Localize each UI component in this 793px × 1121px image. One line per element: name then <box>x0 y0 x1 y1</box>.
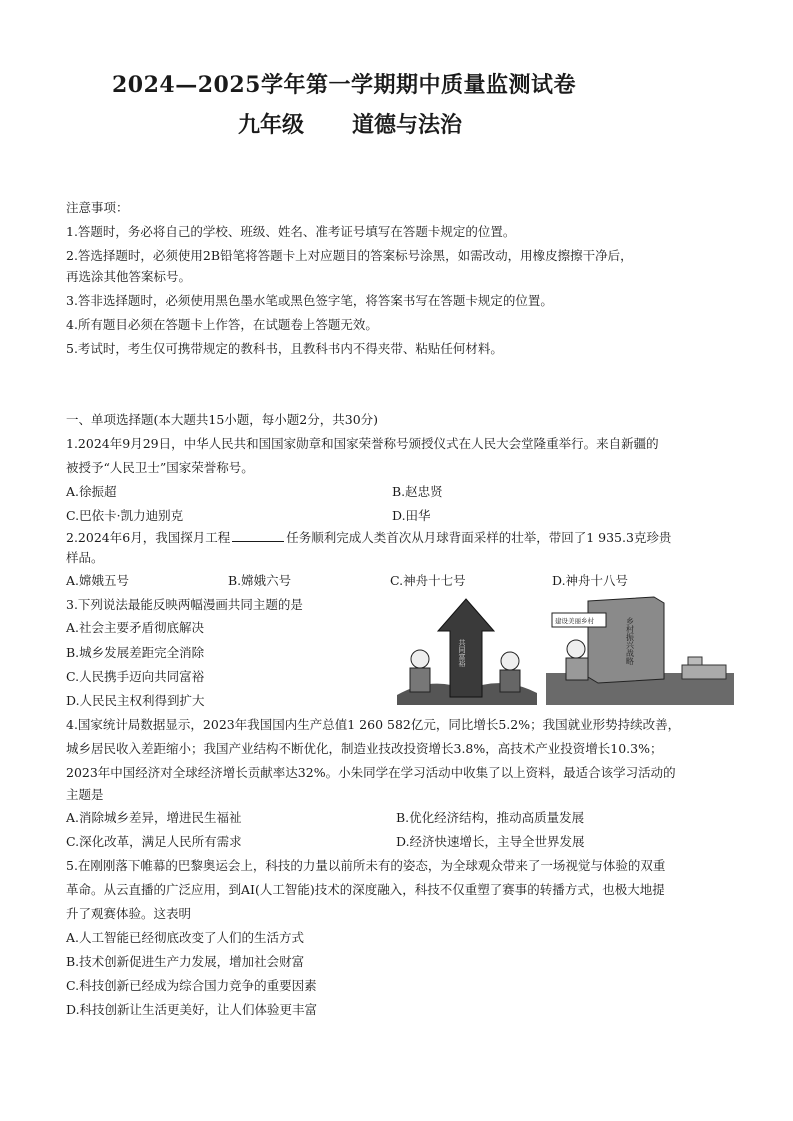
q4-option-c: C.深化改革，满足人民所有需求 <box>66 834 242 849</box>
note-2-cont: 再选涂其他答案标号。 <box>66 269 192 284</box>
q5-option-d: D.科技创新让生活更美好，让人们体验更丰富 <box>66 1002 318 1017</box>
question-4-cont-1: 城乡居民收入差距缩小；我国产业结构不断优化，制造业技改投资增长3.8%，高技术产业投资增长10.3%； <box>66 741 663 756</box>
q2-option-b: B.嫦娥六号 <box>228 573 292 588</box>
question-4-cont-3: 主题是 <box>66 787 104 802</box>
question-5: 5.在刚刚落下帷幕的巴黎奥运会上，科技的力量以前所未有的姿态，为全球观众带来了一场视觉与体验的双重 <box>66 858 666 873</box>
q3-option-a: A.社会主要矛盾彻底解决 <box>66 620 205 635</box>
q5-option-a: A.人工智能已经彻底改变了人们的生活方式 <box>66 930 305 945</box>
cartoon-common-prosperity <box>392 595 538 705</box>
notes-heading: 注意事项： <box>66 200 129 215</box>
note-5: 5.考试时，考生仅可携带规定的教科书，且教科书内不得夹带、粘贴任何材料。 <box>66 341 503 356</box>
question-4: 4.国家统计局数据显示，2023年我国国内生产总值1 260 582亿元，同比增长5.2%；我国就业形势持续改善， <box>66 717 681 732</box>
q2-option-c: C.神舟十七号 <box>390 573 466 588</box>
q4-option-a: A.消除城乡差异，增进民生福祉 <box>66 810 242 825</box>
question-2-cont: 样品。 <box>66 550 104 565</box>
note-1: 1.答题时，务必将自己的学校、班级、姓名、准考证号填写在答题卡规定的位置。 <box>66 224 516 239</box>
q1-option-c: C.巴依卡·凯力迪别克 <box>66 508 184 523</box>
section-heading: 一、单项选择题(本大题共15小题，每小题2分，共30分) <box>66 412 379 427</box>
question-2-part2: 任务顺利完成人类首次从月球背面采样的壮举，带回了1 935.3克珍贵 <box>286 530 672 545</box>
cartoon1-text: 共同富裕 <box>458 639 466 667</box>
q4-option-b: B.优化经济结构，推动高质量发展 <box>396 810 585 825</box>
grade-label: 九年级 <box>238 112 305 138</box>
question-1-cont: 被授予“人民卫士”国家荣誉称号。 <box>66 460 254 475</box>
exam-subtitle <box>238 108 462 139</box>
answer-blank <box>232 529 284 542</box>
q2-option-d: D.神舟十八号 <box>552 573 629 588</box>
question-2-part1: 2.2024年6月，我国探月工程 <box>66 530 231 545</box>
q3-option-c: C.人民携手迈向共同富裕 <box>66 669 205 684</box>
q5-option-c: C.科技创新已经成为综合国力竞争的重要因素 <box>66 978 317 993</box>
q2-option-a: A.嫦娥五号 <box>66 573 130 588</box>
note-3: 3.答非选择题时，必须使用黑色墨水笔或黑色签字笔，将答案书写在答题卡规定的位置。 <box>66 293 553 308</box>
question-4-cont-2: 2023年中国经济对全球经济增长贡献率达32%。小朱同学在学习活动中收集了以上资料，最适合该学习活动的 <box>66 765 676 780</box>
note-4: 4.所有题目必须在答题卡上作答，在试题卷上答题无效。 <box>66 317 378 332</box>
question-5-cont-1: 革命。从云直播的广泛应用，到AI(人工智能)技术的深度融入，科技不仅重塑了赛事的转播方式，也极大地提 <box>66 882 665 897</box>
q5-option-b: B.技术创新促进生产力发展，增加社会财富 <box>66 954 305 969</box>
cartoon-rural-revitalization <box>546 595 734 705</box>
question-1: 1.2024年9月29日，中华人民共和国国家勋章和国家荣誉称号颁授仪式在人民大会堂隆重举行。来自新疆的 <box>66 436 659 451</box>
cartoon-images <box>392 595 734 705</box>
q1-option-a: A.徐振超 <box>66 484 117 499</box>
note-2: 2.答选择题时，必须使用2B铅笔将答题卡上对应题目的答案标号涂黑，如需改动，用橡皮擦擦干净后， <box>66 248 633 263</box>
q1-option-d: D.田华 <box>392 508 431 523</box>
cartoon2-block-text: 乡村振兴战略 <box>625 617 635 665</box>
exam-title: 2024—2025学年第一学期期中质量监测试卷 <box>112 72 576 98</box>
q1-option-b: B.赵忠贤 <box>392 484 443 499</box>
question-5-cont-2: 升了观赛体验。这表明 <box>66 906 192 921</box>
cartoon2-sign-text: 建设美丽乡村 <box>555 617 594 625</box>
question-2 <box>66 529 671 546</box>
q3-option-b: B.城乡发展差距完全消除 <box>66 645 205 660</box>
question-3: 3.下列说法最能反映两幅漫画共同主题的是 <box>66 597 303 612</box>
subject-label: 道德与法治 <box>352 112 463 138</box>
q4-option-d: D.经济快速增长，主导全世界发展 <box>396 834 585 849</box>
q3-option-d: D.人民民主权利得到扩大 <box>66 693 205 708</box>
